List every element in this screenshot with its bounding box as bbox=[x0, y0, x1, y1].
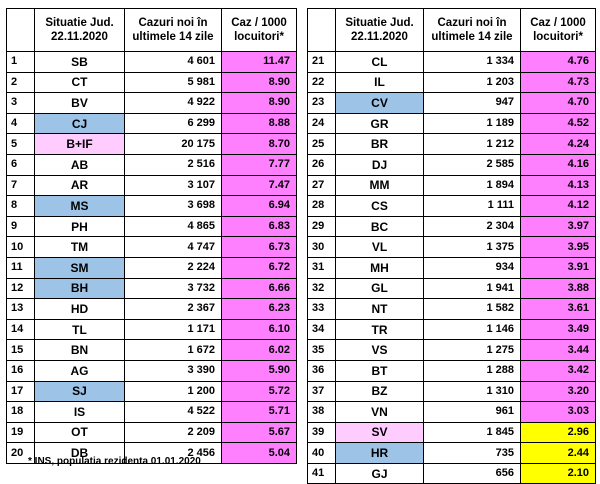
rate-per-1000: 8.70 bbox=[222, 134, 297, 155]
row-index: 41 bbox=[308, 463, 336, 484]
rate-per-1000: 6.72 bbox=[222, 257, 297, 278]
county-code: OT bbox=[35, 422, 125, 443]
rate-per-1000: 7.47 bbox=[222, 175, 297, 196]
row-index: 30 bbox=[308, 237, 336, 258]
new-cases: 1 146 bbox=[424, 319, 521, 340]
row-index: 39 bbox=[308, 422, 336, 443]
table-row bbox=[308, 402, 596, 423]
rate-per-1000: 4.76 bbox=[521, 52, 596, 73]
right-table bbox=[307, 8, 596, 484]
table-row bbox=[308, 463, 596, 484]
table-row bbox=[7, 319, 297, 340]
county-code: SV bbox=[336, 422, 424, 443]
rate-per-1000: 4.70 bbox=[521, 93, 596, 114]
county-code: GJ bbox=[336, 463, 424, 484]
row-index: 2 bbox=[7, 72, 35, 93]
row-index: 25 bbox=[308, 134, 336, 155]
row-index: 27 bbox=[308, 175, 336, 196]
county-code: DB bbox=[35, 443, 125, 464]
row-index: 26 bbox=[308, 154, 336, 175]
new-cases: 947 bbox=[424, 93, 521, 114]
row-index: 1 bbox=[7, 52, 35, 73]
county-code: GL bbox=[336, 278, 424, 299]
county-code: CT bbox=[35, 72, 125, 93]
county-code: DJ bbox=[336, 154, 424, 175]
county-code: CJ bbox=[35, 113, 125, 134]
row-index: 7 bbox=[7, 175, 35, 196]
header-rate: Caz / 1000 locuitori* bbox=[521, 9, 596, 52]
county-code: NT bbox=[336, 299, 424, 320]
table-row bbox=[308, 196, 596, 217]
new-cases: 3 390 bbox=[125, 360, 222, 381]
new-cases: 1 375 bbox=[424, 237, 521, 258]
table-row bbox=[7, 381, 297, 402]
county-code: BR bbox=[336, 134, 424, 155]
footnote: * INS, populatia rezidenta 01.01.2020 bbox=[28, 456, 201, 467]
county-code: IS bbox=[35, 402, 125, 423]
county-code: SM bbox=[35, 257, 125, 278]
county-code: BC bbox=[336, 216, 424, 237]
table-row bbox=[7, 93, 297, 114]
row-index: 14 bbox=[7, 319, 35, 340]
table-row bbox=[7, 257, 297, 278]
table-row bbox=[7, 52, 297, 73]
rate-per-1000: 5.72 bbox=[222, 381, 297, 402]
row-index: 10 bbox=[7, 237, 35, 258]
new-cases: 1 203 bbox=[424, 72, 521, 93]
table-row bbox=[7, 72, 297, 93]
row-index: 19 bbox=[7, 422, 35, 443]
rate-per-1000: 3.95 bbox=[521, 237, 596, 258]
table-row bbox=[308, 175, 596, 196]
county-code: SB bbox=[35, 52, 125, 73]
table-row bbox=[308, 340, 596, 361]
row-index: 12 bbox=[7, 278, 35, 299]
rate-per-1000: 6.94 bbox=[222, 196, 297, 217]
row-index: 18 bbox=[7, 402, 35, 423]
table-row bbox=[7, 278, 297, 299]
new-cases: 1 582 bbox=[424, 299, 521, 320]
rate-per-1000: 8.90 bbox=[222, 72, 297, 93]
table-row bbox=[308, 319, 596, 340]
county-code: TM bbox=[35, 237, 125, 258]
county-code: MM bbox=[336, 175, 424, 196]
county-code: VS bbox=[336, 340, 424, 361]
table-row bbox=[308, 72, 596, 93]
header-county: Situatie Jud. 22.11.2020 bbox=[336, 9, 424, 52]
table-row bbox=[308, 113, 596, 134]
county-code: SJ bbox=[35, 381, 125, 402]
row-index: 16 bbox=[7, 360, 35, 381]
new-cases: 961 bbox=[424, 402, 521, 423]
header-county: Situatie Jud. 22.11.2020 bbox=[35, 9, 125, 52]
row-index: 11 bbox=[7, 257, 35, 278]
row-index: 17 bbox=[7, 381, 35, 402]
rate-per-1000: 4.16 bbox=[521, 154, 596, 175]
county-code: HR bbox=[336, 443, 424, 464]
new-cases: 3 732 bbox=[125, 278, 222, 299]
county-code: B+IF bbox=[35, 134, 125, 155]
table-row bbox=[308, 360, 596, 381]
table-row bbox=[7, 113, 297, 134]
table-row bbox=[7, 196, 297, 217]
rate-per-1000: 3.49 bbox=[521, 319, 596, 340]
table-row bbox=[7, 402, 297, 423]
county-code: AB bbox=[35, 154, 125, 175]
county-code: BZ bbox=[336, 381, 424, 402]
row-index: 28 bbox=[308, 196, 336, 217]
county-code: VL bbox=[336, 237, 424, 258]
row-index: 3 bbox=[7, 93, 35, 114]
rate-per-1000: 2.44 bbox=[521, 443, 596, 464]
table-row bbox=[7, 237, 297, 258]
rate-per-1000: 8.90 bbox=[222, 93, 297, 114]
row-index: 36 bbox=[308, 360, 336, 381]
new-cases: 3 107 bbox=[125, 175, 222, 196]
new-cases: 1 334 bbox=[424, 52, 521, 73]
county-code: CV bbox=[336, 93, 424, 114]
rate-per-1000: 6.66 bbox=[222, 278, 297, 299]
row-index: 8 bbox=[7, 196, 35, 217]
rate-per-1000: 3.44 bbox=[521, 340, 596, 361]
new-cases: 2 367 bbox=[125, 299, 222, 320]
new-cases: 1 310 bbox=[424, 381, 521, 402]
table-row bbox=[308, 381, 596, 402]
table-row bbox=[308, 93, 596, 114]
county-code: PH bbox=[35, 216, 125, 237]
row-index: 32 bbox=[308, 278, 336, 299]
rate-per-1000: 3.61 bbox=[521, 299, 596, 320]
rate-per-1000: 2.96 bbox=[521, 422, 596, 443]
rate-per-1000: 6.83 bbox=[222, 216, 297, 237]
row-index: 29 bbox=[308, 216, 336, 237]
county-code: IL bbox=[336, 72, 424, 93]
rate-per-1000: 5.04 bbox=[222, 443, 297, 464]
county-code: BH bbox=[35, 278, 125, 299]
rate-per-1000: 3.03 bbox=[521, 402, 596, 423]
new-cases: 1 941 bbox=[424, 278, 521, 299]
rate-per-1000: 4.13 bbox=[521, 175, 596, 196]
new-cases: 934 bbox=[424, 257, 521, 278]
row-index: 6 bbox=[7, 154, 35, 175]
new-cases: 5 981 bbox=[125, 72, 222, 93]
new-cases: 20 175 bbox=[125, 134, 222, 155]
county-code: HD bbox=[35, 299, 125, 320]
rate-per-1000: 6.10 bbox=[222, 319, 297, 340]
rate-per-1000: 3.97 bbox=[521, 216, 596, 237]
new-cases: 4 522 bbox=[125, 402, 222, 423]
rate-per-1000: 4.52 bbox=[521, 113, 596, 134]
table-row bbox=[7, 216, 297, 237]
county-code: CL bbox=[336, 52, 424, 73]
new-cases: 4 601 bbox=[125, 52, 222, 73]
county-code: TL bbox=[35, 319, 125, 340]
table-row bbox=[7, 422, 297, 443]
row-index: 21 bbox=[308, 52, 336, 73]
row-index: 9 bbox=[7, 216, 35, 237]
new-cases: 1 845 bbox=[424, 422, 521, 443]
table-row bbox=[308, 299, 596, 320]
rate-per-1000: 4.73 bbox=[521, 72, 596, 93]
county-code: MH bbox=[336, 257, 424, 278]
header-row bbox=[7, 9, 297, 52]
new-cases: 2 585 bbox=[424, 154, 521, 175]
table-row bbox=[7, 175, 297, 196]
new-cases: 656 bbox=[424, 463, 521, 484]
new-cases: 3 698 bbox=[125, 196, 222, 217]
header-rate: Caz / 1000 locuitori* bbox=[222, 9, 297, 52]
new-cases: 4 747 bbox=[125, 237, 222, 258]
table-row bbox=[308, 278, 596, 299]
left-table bbox=[6, 8, 297, 464]
table-row bbox=[308, 134, 596, 155]
rate-per-1000: 3.42 bbox=[521, 360, 596, 381]
county-code: TR bbox=[336, 319, 424, 340]
county-code: AR bbox=[35, 175, 125, 196]
county-code: CS bbox=[336, 196, 424, 217]
table-row bbox=[7, 299, 297, 320]
row-index: 23 bbox=[308, 93, 336, 114]
row-index: 22 bbox=[308, 72, 336, 93]
table-row bbox=[308, 216, 596, 237]
table-row bbox=[308, 257, 596, 278]
rate-per-1000: 5.90 bbox=[222, 360, 297, 381]
row-index: 13 bbox=[7, 299, 35, 320]
new-cases: 2 516 bbox=[125, 154, 222, 175]
row-index: 5 bbox=[7, 134, 35, 155]
new-cases: 2 209 bbox=[125, 422, 222, 443]
new-cases: 735 bbox=[424, 443, 521, 464]
rate-per-1000: 6.02 bbox=[222, 340, 297, 361]
new-cases: 1 171 bbox=[125, 319, 222, 340]
header-row bbox=[308, 9, 596, 52]
county-code: VN bbox=[336, 402, 424, 423]
rate-per-1000: 3.88 bbox=[521, 278, 596, 299]
new-cases: 1 111 bbox=[424, 196, 521, 217]
row-index: 38 bbox=[308, 402, 336, 423]
rate-per-1000: 2.10 bbox=[521, 463, 596, 484]
new-cases: 4 865 bbox=[125, 216, 222, 237]
new-cases: 1 200 bbox=[125, 381, 222, 402]
rate-per-1000: 7.77 bbox=[222, 154, 297, 175]
rate-per-1000: 6.23 bbox=[222, 299, 297, 320]
row-index: 34 bbox=[308, 319, 336, 340]
row-index: 15 bbox=[7, 340, 35, 361]
table-row bbox=[7, 340, 297, 361]
row-index: 33 bbox=[308, 299, 336, 320]
table-row bbox=[7, 360, 297, 381]
row-index: 20 bbox=[7, 443, 35, 464]
county-code: MS bbox=[35, 196, 125, 217]
row-index: 37 bbox=[308, 381, 336, 402]
table-row bbox=[308, 443, 596, 464]
rate-per-1000: 5.71 bbox=[222, 402, 297, 423]
new-cases: 2 304 bbox=[424, 216, 521, 237]
row-index: 24 bbox=[308, 113, 336, 134]
table-row bbox=[308, 52, 596, 73]
rate-per-1000: 3.91 bbox=[521, 257, 596, 278]
table-row bbox=[308, 154, 596, 175]
new-cases: 2 224 bbox=[125, 257, 222, 278]
rate-per-1000: 4.24 bbox=[521, 134, 596, 155]
county-code: GR bbox=[336, 113, 424, 134]
new-cases: 1 894 bbox=[424, 175, 521, 196]
rate-per-1000: 4.12 bbox=[521, 196, 596, 217]
new-cases: 4 922 bbox=[125, 93, 222, 114]
county-code: AG bbox=[35, 360, 125, 381]
header-index bbox=[308, 9, 336, 52]
row-index: 40 bbox=[308, 443, 336, 464]
rate-per-1000: 6.73 bbox=[222, 237, 297, 258]
row-index: 35 bbox=[308, 340, 336, 361]
rate-per-1000: 5.67 bbox=[222, 422, 297, 443]
county-code: BV bbox=[35, 93, 125, 114]
new-cases: 1 189 bbox=[424, 113, 521, 134]
rate-per-1000: 8.88 bbox=[222, 113, 297, 134]
county-code: BN bbox=[35, 340, 125, 361]
table-row bbox=[7, 134, 297, 155]
header-cases: Cazuri noi în ultimele 14 zile bbox=[424, 9, 521, 52]
row-index: 31 bbox=[308, 257, 336, 278]
new-cases: 1 672 bbox=[125, 340, 222, 361]
county-code: BT bbox=[336, 360, 424, 381]
header-cases: Cazuri noi în ultimele 14 zile bbox=[125, 9, 222, 52]
table-row bbox=[308, 422, 596, 443]
new-cases: 1 288 bbox=[424, 360, 521, 381]
new-cases: 2 456 bbox=[125, 443, 222, 464]
new-cases: 1 275 bbox=[424, 340, 521, 361]
rate-per-1000: 11.47 bbox=[222, 52, 297, 73]
new-cases: 1 212 bbox=[424, 134, 521, 155]
rate-per-1000: 3.20 bbox=[521, 381, 596, 402]
row-index: 4 bbox=[7, 113, 35, 134]
header-index bbox=[7, 9, 35, 52]
table-row bbox=[7, 154, 297, 175]
new-cases: 6 299 bbox=[125, 113, 222, 134]
table-row bbox=[308, 237, 596, 258]
